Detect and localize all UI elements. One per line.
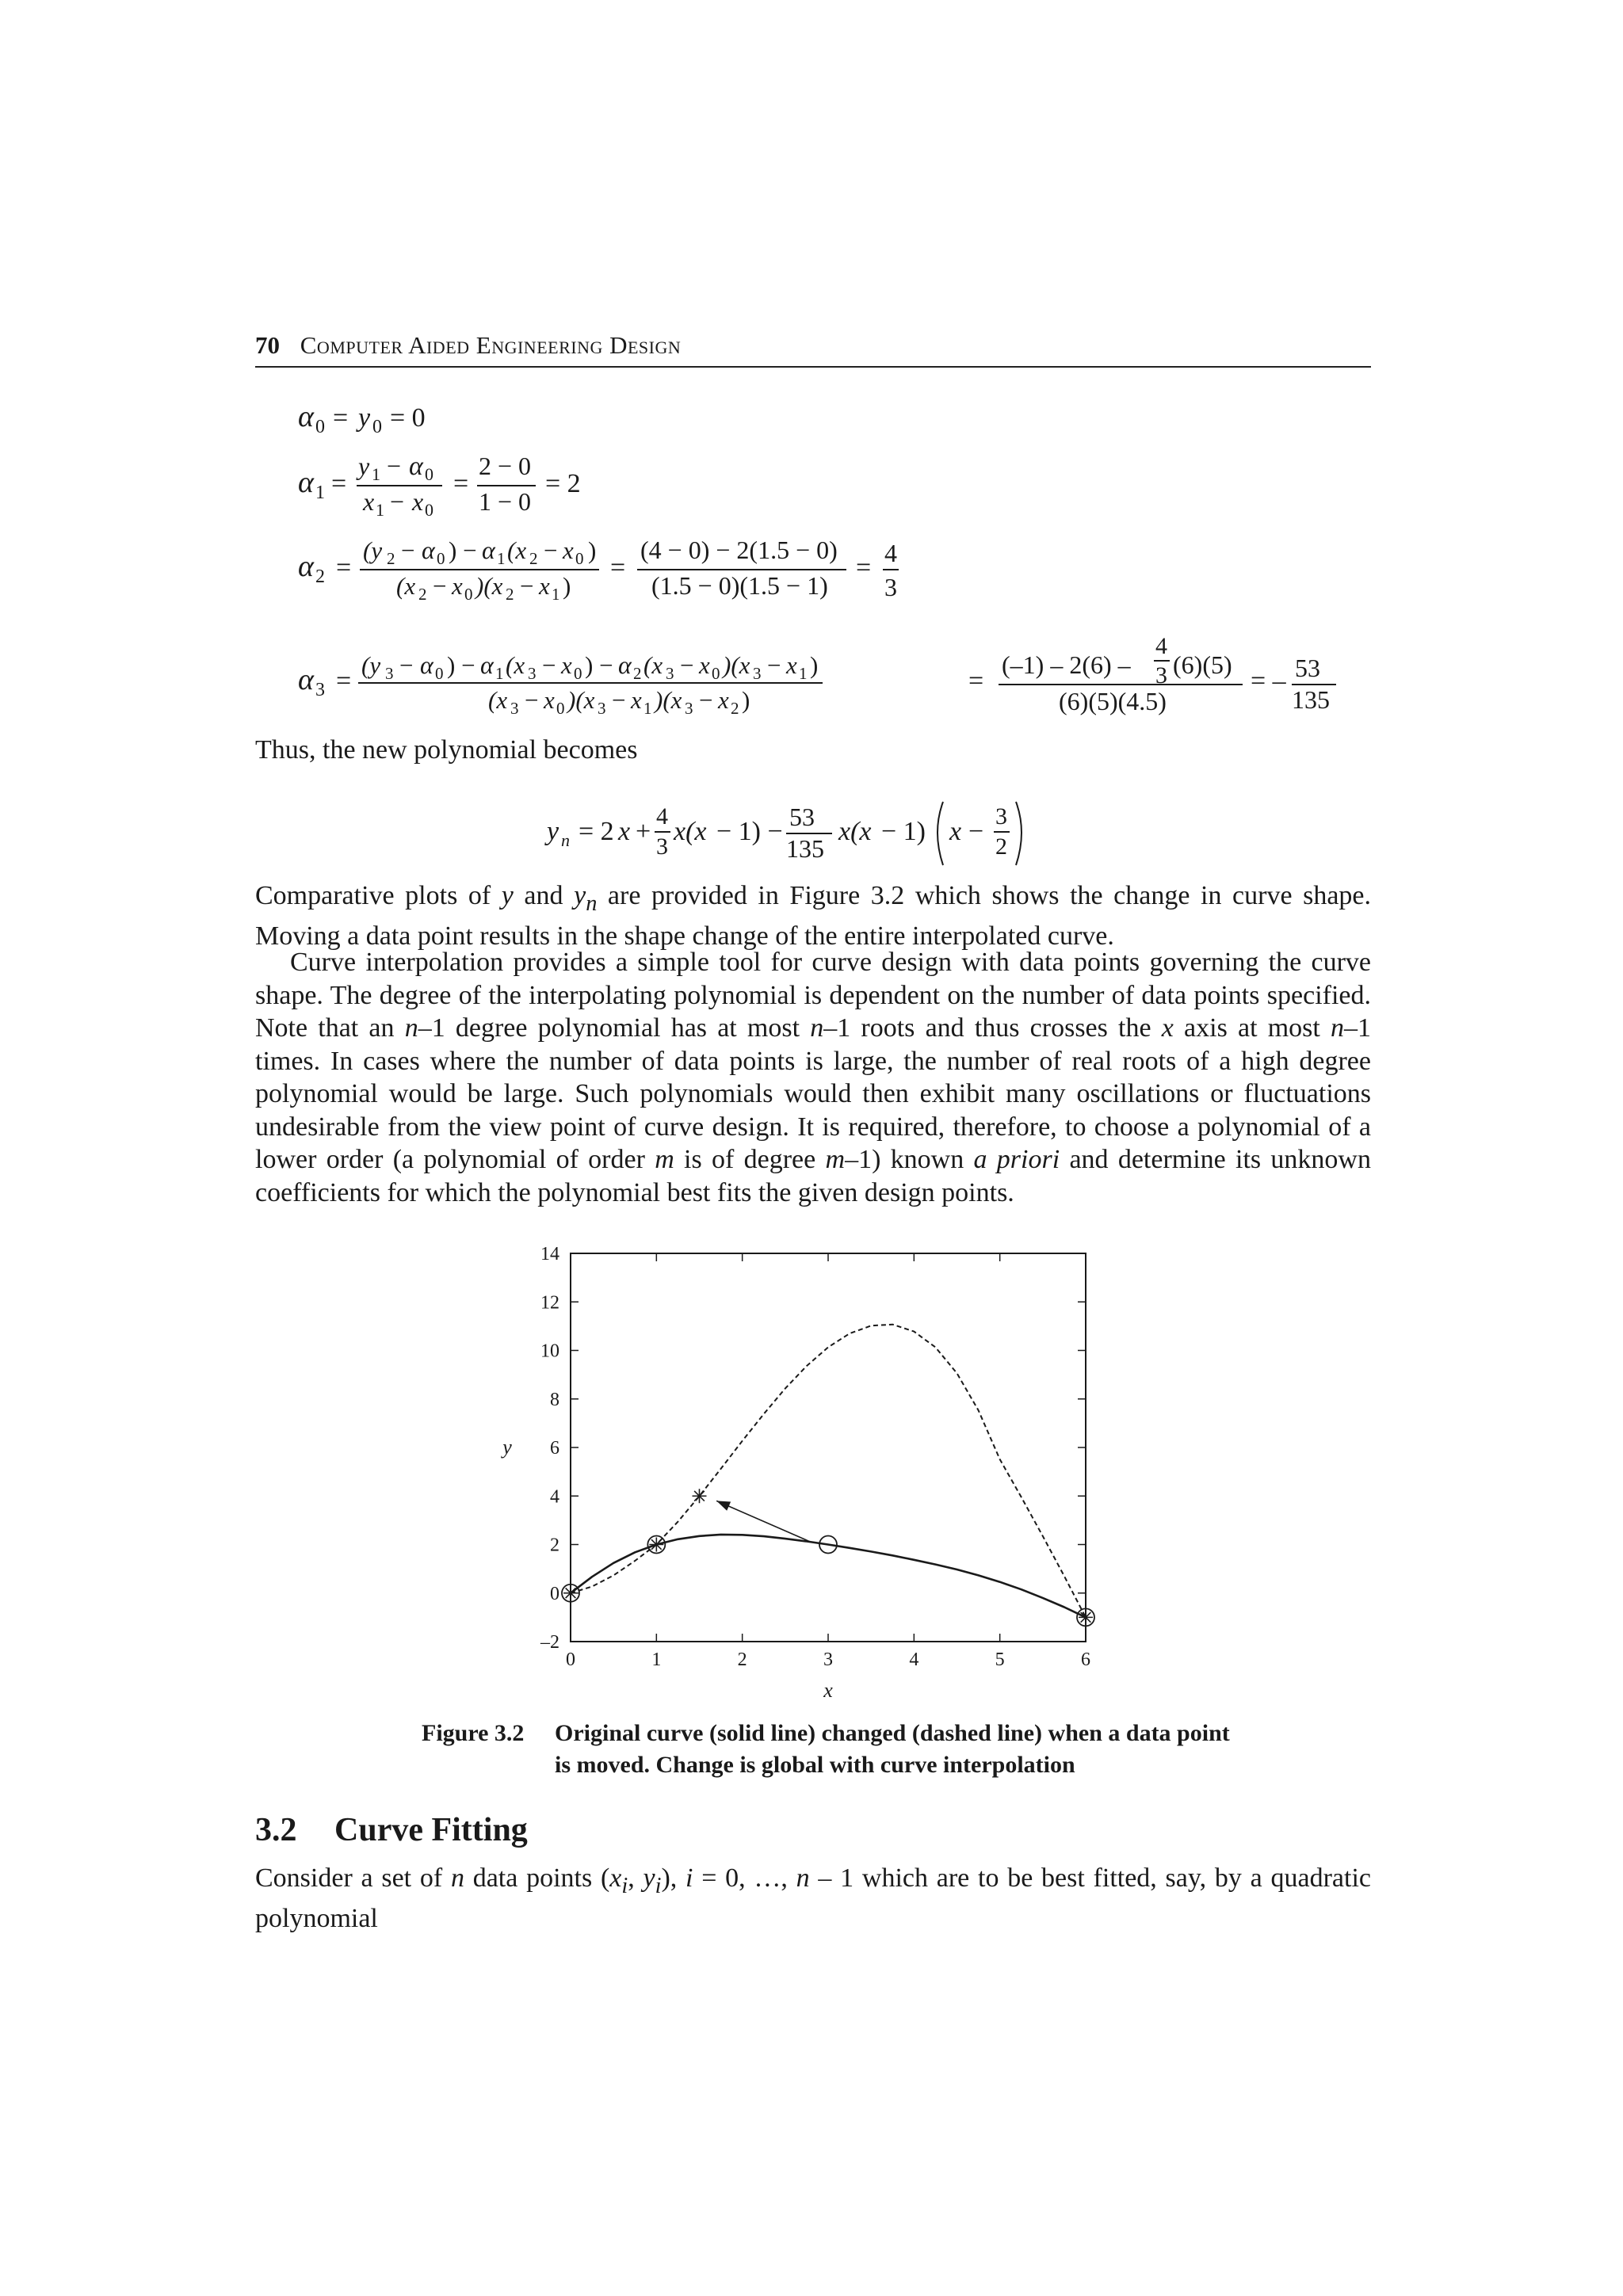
y-tick-label: 2: [550, 1535, 559, 1556]
page-number: 70: [255, 331, 280, 359]
svg-text:=: =: [453, 469, 469, 498]
svg-text:x: x: [412, 487, 424, 516]
svg-text:3: 3: [528, 664, 537, 683]
running-title: Computer Aided Engineering Design: [300, 331, 682, 359]
svg-text:−: −: [520, 572, 534, 600]
chart-svg: [475, 1236, 1109, 1703]
svg-text:1: 1: [495, 664, 504, 683]
svg-text:= 2: = 2: [545, 469, 581, 498]
svg-text:x(x: x(x: [838, 817, 872, 846]
svg-text:−: −: [525, 686, 539, 714]
x-tick-label: 2: [737, 1650, 747, 1670]
figure-caption: [422, 1718, 1246, 1781]
y-tick-label: 6: [550, 1438, 559, 1459]
svg-text:x: x: [452, 572, 463, 600]
svg-text:4: 4: [884, 539, 897, 567]
svg-text:y: y: [547, 817, 559, 846]
svg-text:=: =: [968, 666, 984, 696]
svg-text:2: 2: [506, 585, 514, 604]
svg-text:)(x: )(x: [723, 651, 750, 679]
svg-text:0: 0: [372, 417, 382, 437]
x-tick-label: 4: [909, 1650, 919, 1670]
svg-text:3: 3: [753, 664, 762, 683]
svg-text:α: α: [422, 536, 435, 564]
svg-text:0: 0: [425, 500, 433, 520]
equation-alpha2: [298, 532, 1011, 604]
svg-text:n: n: [561, 830, 570, 850]
svg-text:0: 0: [574, 664, 582, 683]
figure-3-2-chart: [475, 1236, 1109, 1703]
svg-text:2: 2: [315, 566, 325, 587]
svg-text:3: 3: [510, 699, 519, 718]
svg-text:x: x: [631, 686, 642, 714]
svg-text:1: 1: [552, 585, 560, 604]
svg-text:(x: (x: [643, 651, 663, 679]
svg-text:−: −: [767, 651, 781, 679]
svg-text:1: 1: [799, 664, 808, 683]
svg-text:x: x: [718, 686, 729, 714]
svg-text:α: α: [618, 650, 632, 679]
svg-text:α: α: [480, 650, 494, 679]
paragraph-comparative-plots: Comparative plots of y and $y_n$ are provided in Figure 3.2 which shows the change in curve shape. Moving a data point results in the shape change of the entire interpolated curve.: [255, 881, 1372, 952]
svg-text:): ): [563, 572, 571, 600]
svg-text:3: 3: [385, 664, 394, 683]
svg-text:0: 0: [712, 664, 720, 683]
svg-text:3: 3: [1155, 662, 1167, 688]
svg-text:x: x: [949, 817, 962, 846]
svg-text:4: 4: [656, 803, 668, 830]
svg-text:53: 53: [789, 803, 815, 831]
svg-text:=: =: [333, 403, 349, 433]
svg-text:): ): [742, 686, 750, 714]
svg-text:1: 1: [497, 549, 506, 568]
svg-text:(–1) – 2(6) –: (–1) – 2(6) –: [1002, 650, 1131, 679]
svg-text:0: 0: [556, 699, 565, 718]
svg-text:x: x: [544, 686, 555, 714]
modified-curve-dashed: [571, 1325, 1086, 1618]
svg-text:−: −: [612, 686, 626, 714]
svg-text:α: α: [482, 536, 495, 564]
y-tick-label: 12: [540, 1292, 559, 1314]
svg-text:−: −: [387, 452, 402, 480]
y-tick-label: 14: [540, 1244, 559, 1264]
svg-text:α: α: [409, 452, 423, 481]
svg-text:(6)(5)(4.5): (6)(5)(4.5): [1059, 687, 1167, 715]
svg-text:−: −: [542, 651, 556, 679]
svg-text:3: 3: [656, 833, 668, 860]
svg-text:1: 1: [372, 464, 380, 484]
svg-text:0: 0: [425, 464, 433, 484]
plot-frame: [571, 1253, 1086, 1642]
svg-text:=: =: [336, 553, 352, 582]
svg-text:α: α: [298, 466, 314, 499]
svg-text:1: 1: [315, 482, 325, 503]
x-tick-label: 1: [651, 1650, 662, 1670]
section-title: Curve Fitting: [334, 1812, 528, 1848]
svg-text:x: x: [699, 651, 710, 679]
svg-text:−: −: [680, 651, 694, 679]
y-tick-label: 8: [550, 1389, 559, 1410]
svg-text:= 2: = 2: [579, 817, 614, 846]
svg-text:)(x: )(x: [567, 686, 595, 714]
svg-text:=: =: [610, 553, 626, 582]
section-number: 3.2: [255, 1812, 297, 1848]
svg-text:2: 2: [529, 549, 538, 568]
svg-text:− 1) −: − 1) −: [716, 817, 783, 846]
svg-text:2: 2: [731, 699, 739, 718]
running-header: [255, 331, 1371, 368]
x-axis-label: x: [823, 1679, 833, 1702]
svg-text:3: 3: [884, 573, 897, 601]
svg-text:0: 0: [464, 585, 473, 604]
svg-text:(1.5 − 0)(1.5 − 1): (1.5 − 0)(1.5 − 1): [651, 571, 828, 600]
svg-text:(x: (x: [506, 651, 525, 679]
equation-alpha1: [298, 448, 631, 520]
svg-text:y: y: [358, 403, 371, 433]
svg-text:= –: = –: [1251, 666, 1286, 696]
svg-text:−: −: [433, 572, 447, 600]
svg-text:α: α: [298, 400, 314, 433]
svg-text:(y: (y: [363, 536, 383, 564]
svg-text:x: x: [786, 651, 797, 679]
y-tick-label: 0: [550, 1583, 559, 1604]
svg-text:)(x: )(x: [655, 686, 682, 714]
svg-text:3: 3: [598, 699, 606, 718]
svg-text:y: y: [358, 452, 370, 480]
svg-text:+: +: [636, 817, 651, 846]
svg-text:0: 0: [315, 417, 325, 437]
svg-text:135: 135: [786, 834, 824, 863]
svg-text:α: α: [298, 550, 314, 583]
text-thus: Thus, the new polynomial becomes: [255, 735, 638, 765]
x-tick-label: 6: [1081, 1650, 1090, 1670]
svg-text:) −: ) −: [447, 651, 475, 679]
svg-text:−: −: [390, 487, 405, 516]
svg-text:−: −: [401, 536, 415, 564]
section-heading: [255, 1811, 528, 1849]
figure-caption-text: Original curve (solid line) changed (dashed line) when a data point is moved. Change is global with curve interpolation: [555, 1720, 1230, 1778]
svg-text:): ): [810, 651, 819, 679]
svg-text:) −: ) −: [585, 651, 613, 679]
svg-text:1: 1: [643, 699, 652, 718]
svg-text:x: x: [539, 572, 550, 600]
svg-text:(x: (x: [488, 686, 508, 714]
svg-text:(6)(5): (6)(5): [1173, 650, 1232, 679]
x-tick-label: 3: [823, 1650, 833, 1670]
y-tick-label: 4: [550, 1486, 559, 1508]
equation-alpha3: [298, 626, 1344, 721]
svg-text:−: −: [699, 686, 713, 714]
svg-text:2: 2: [633, 664, 642, 683]
svg-text:(x: (x: [396, 572, 416, 600]
svg-text:x: x: [561, 651, 572, 679]
svg-text:2: 2: [387, 549, 395, 568]
svg-text:2 − 0: 2 − 0: [479, 452, 532, 480]
y-axis-label: y: [502, 1436, 512, 1459]
svg-text:) −: ) −: [449, 536, 477, 564]
svg-text:= 0: = 0: [390, 403, 426, 433]
svg-text:α: α: [298, 663, 314, 696]
svg-text:2: 2: [995, 833, 1007, 860]
svg-text:(y: (y: [361, 651, 381, 679]
svg-text:3: 3: [666, 664, 674, 683]
svg-text:1 − 0: 1 − 0: [479, 487, 532, 516]
svg-text:1: 1: [376, 500, 384, 520]
svg-text:=: =: [331, 469, 347, 498]
svg-text:135: 135: [1292, 685, 1330, 714]
svg-text:=: =: [856, 553, 872, 582]
svg-text:4: 4: [1155, 633, 1167, 659]
svg-text:3: 3: [995, 803, 1007, 830]
svg-text:−: −: [968, 817, 984, 846]
move-arrow-head: [716, 1501, 731, 1510]
svg-text:α: α: [420, 650, 433, 679]
svg-text:−: −: [544, 536, 558, 564]
equation-yn: [547, 792, 1117, 871]
svg-text:0: 0: [437, 549, 445, 568]
svg-text:0: 0: [575, 549, 584, 568]
equation-alpha0: [298, 396, 504, 436]
svg-text:−: −: [399, 651, 414, 679]
x-tick-label: 5: [995, 1650, 1005, 1670]
svg-text:53: 53: [1295, 654, 1320, 682]
svg-text:x: x: [363, 487, 375, 516]
svg-text:2: 2: [418, 585, 427, 604]
svg-text:x: x: [618, 817, 631, 846]
paragraph-curve-interpolation: Curve interpolation provides a simple tool for curve design with data points governing the curve shape. The degree of the interpolating polynomial is dependent on the number of data points specified. Note that an n–1 degree polynomial has at most n–1 roots and thus crosses the x axis at most n–1 times. In cases where the number of data points is large, the number of real roots of a high degree polynomial would be large. Such polynomials would then exhibit many oscillations or fluctuations undesirable from the view point of curve design. It is required, therefore, to choose a polynomial of a lower order (a polynomial of order m is of degree m–1) known a priori and determine its unknown coefficients for which the polynomial best fits the given design points.: [255, 948, 1372, 1207]
figure-label: Figure 3.2: [422, 1720, 525, 1746]
svg-text:3: 3: [315, 680, 325, 700]
paragraph-curve-fitting: Consider a set of n data points ($x_i$, $y_i$), i = 0, …, n – 1 which are to be best fitted, say, by a quadratic polynomial: [255, 1863, 1371, 1934]
x-tick-label: 0: [566, 1650, 575, 1670]
svg-text:0: 0: [435, 664, 444, 683]
svg-text:)(x: )(x: [475, 572, 503, 600]
y-tick-label: 10: [540, 1341, 559, 1362]
svg-text:3: 3: [685, 699, 693, 718]
svg-text:): ): [588, 536, 597, 564]
svg-text:(4 − 0) − 2(1.5 − 0): (4 − 0) − 2(1.5 − 0): [640, 536, 838, 564]
y-tick-label: –2: [540, 1632, 559, 1653]
svg-text:(x: (x: [507, 536, 527, 564]
svg-text:x(x: x(x: [674, 817, 707, 846]
svg-text:− 1): − 1): [881, 817, 926, 846]
svg-text:x: x: [563, 536, 574, 564]
svg-text:=: =: [336, 666, 352, 696]
